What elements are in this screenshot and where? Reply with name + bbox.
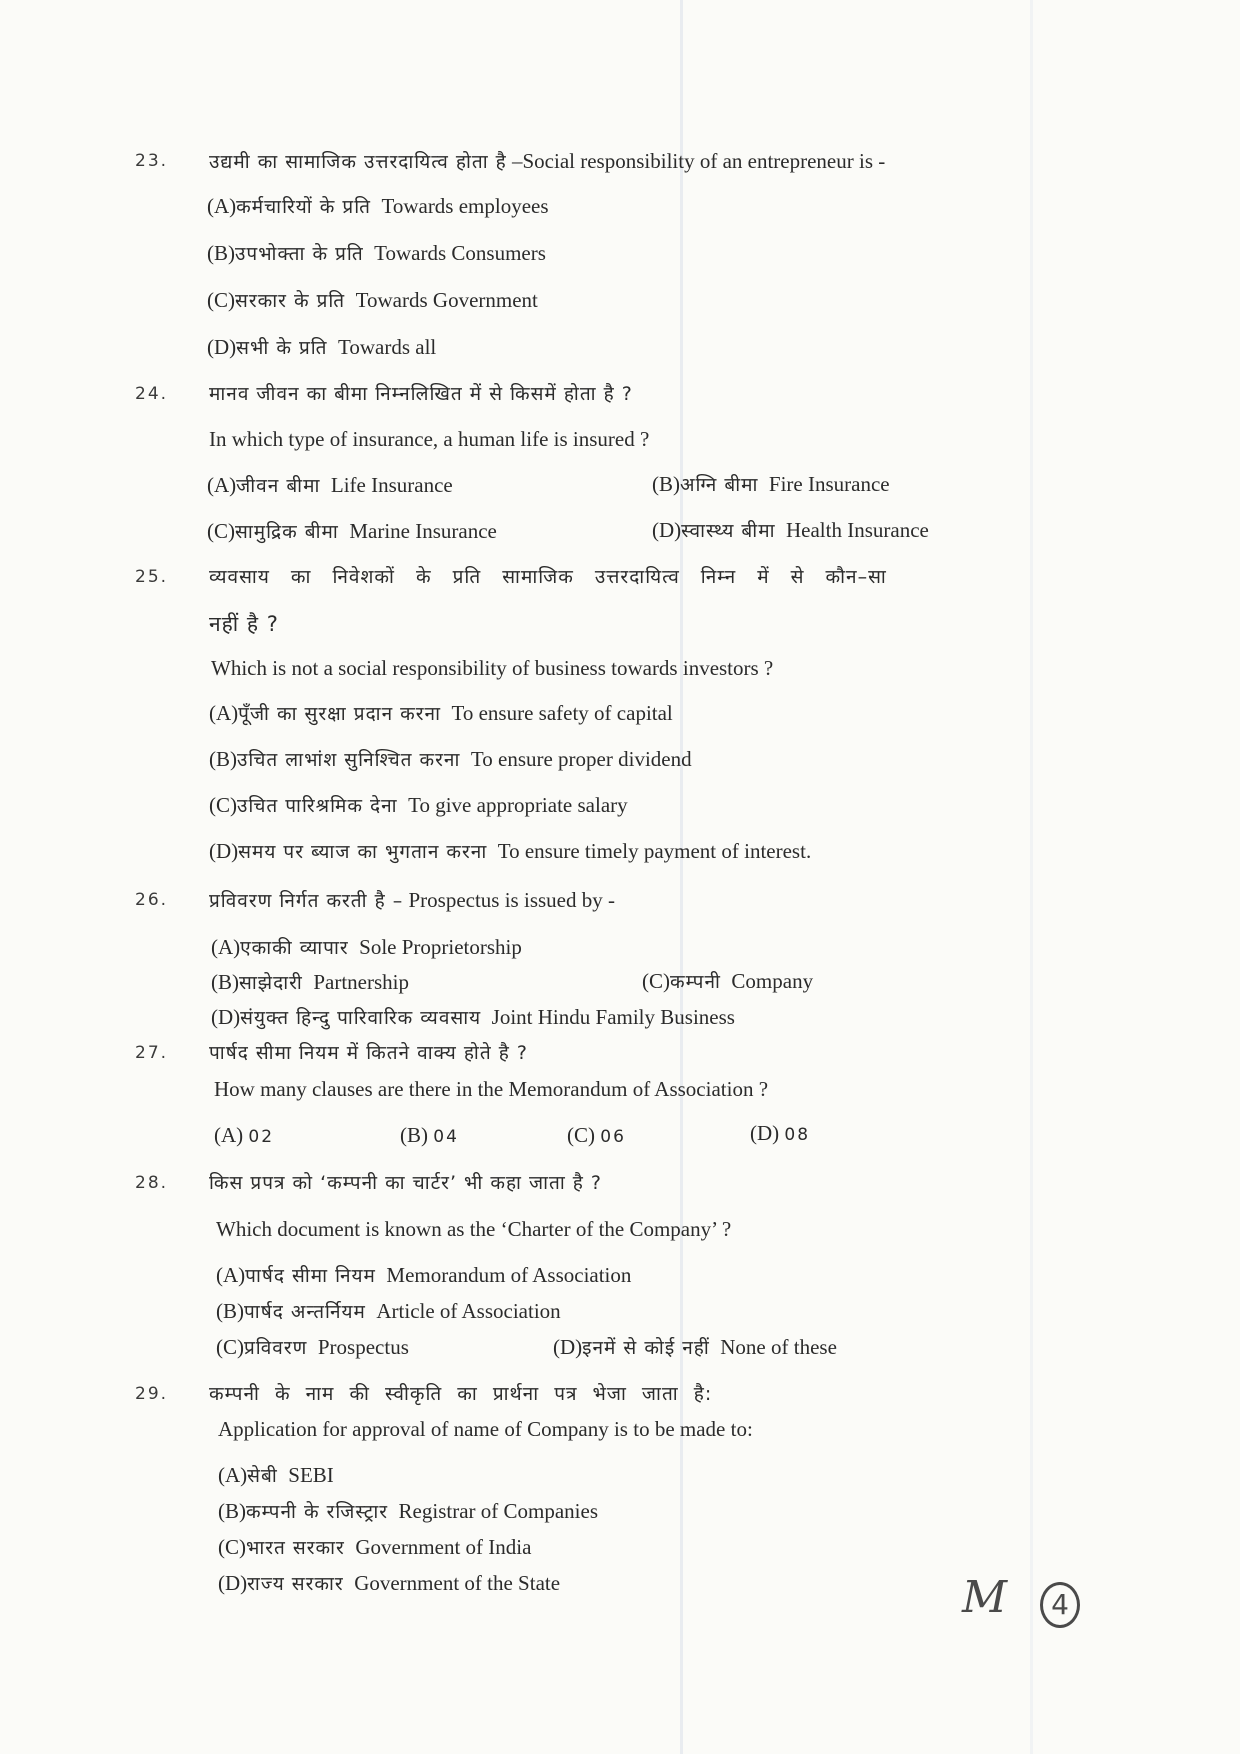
option-b: (B)उपभोक्ता के प्रति Towards Consumers bbox=[207, 241, 546, 265]
question-text-hindi: किस प्रपत्र को ‘कम्पनी का चार्टर’ भी कहा जाता है ? bbox=[209, 1172, 603, 1194]
question-number: 29. bbox=[135, 1384, 169, 1404]
scan-artifact bbox=[680, 0, 683, 1754]
question-text-english: Prospectus is issued by - bbox=[408, 888, 615, 912]
option-a: (A) 02 bbox=[214, 1123, 275, 1147]
question-text-hindi: व्यवसाय का निवेशकों के प्रति सामाजिक उत्तरदायित्व निम्न में से कौन–सा bbox=[209, 566, 887, 588]
question-text-hindi-cont: नहीं है ? bbox=[209, 612, 279, 636]
option-d: (D)समय पर ब्याज का भुगतान करना To ensure timely payment of interest. bbox=[209, 839, 812, 863]
question-text-english: –Social responsibility of an entrepreneur is - bbox=[512, 149, 886, 173]
question-number: 26. bbox=[135, 890, 169, 910]
question-text-english: In which type of insurance, a human life is insured ? bbox=[209, 427, 650, 451]
option-a: (A)जीवन बीमा Life Insurance bbox=[207, 473, 453, 497]
question-number: 23. bbox=[135, 151, 169, 171]
question-text-english: Which document is known as the ‘Charter of the Company’ ? bbox=[216, 1217, 732, 1241]
question-number: 27. bbox=[135, 1043, 169, 1063]
option-a: (A)सेबी SEBI bbox=[218, 1463, 334, 1487]
handwritten-letter: M bbox=[962, 1572, 1008, 1623]
option-d: (D) 08 bbox=[750, 1121, 811, 1145]
question-text-hindi: कम्पनी के नाम की स्वीकृति का प्रार्थना पत्र भेजा जाता है: bbox=[209, 1383, 713, 1405]
option-b: (B)पार्षद अन्तर्नियम Article of Association bbox=[216, 1299, 561, 1323]
option-c: (C)भारत सरकार Government of India bbox=[218, 1535, 532, 1559]
question-text-english: How many clauses are there in the Memorandum of Association ? bbox=[214, 1077, 769, 1101]
scan-artifact bbox=[1030, 0, 1033, 1754]
handwritten-circled-number: 4 bbox=[1040, 1582, 1080, 1628]
option-d: (D)स्वास्थ्य बीमा Health Insurance bbox=[652, 518, 929, 542]
option-b: (B)उचित लाभांश सुनिश्चित करना To ensure proper dividend bbox=[209, 747, 692, 771]
option-c: (C)सामुद्रिक बीमा Marine Insurance bbox=[207, 519, 497, 543]
option-c: (C)उचित पारिश्रमिक देना To give appropriate salary bbox=[209, 793, 628, 817]
option-b: (B)कम्पनी के रजिस्ट्रार Registrar of Companies bbox=[218, 1499, 599, 1523]
option-c: (C)प्रविवरण Prospectus bbox=[216, 1335, 409, 1359]
question-text-hindi: पार्षद सीमा नियम में कितने वाक्य होते है ? bbox=[209, 1042, 528, 1064]
option-c: (C)कम्पनी Company bbox=[642, 969, 814, 993]
question-text-hindi: प्रविवरण निर्गत करती है – bbox=[209, 890, 404, 912]
question-number: 25. bbox=[135, 567, 169, 587]
option-c: (C) 06 bbox=[567, 1123, 626, 1147]
option-d: (D)सभी के प्रति Towards all bbox=[207, 335, 437, 359]
option-c: (C)सरकार के प्रति Towards Government bbox=[207, 288, 538, 312]
option-b: (B)साझेदारी Partnership bbox=[211, 970, 409, 994]
question-text-hindi: मानव जीवन का बीमा निम्नलिखित में से किसमें होता है ? bbox=[209, 383, 633, 405]
question-number: 24. bbox=[135, 384, 169, 404]
question-text-english: Application for approval of name of Company is to be made to: bbox=[218, 1417, 753, 1441]
option-a: (A)पार्षद सीमा नियम Memorandum of Association bbox=[216, 1263, 632, 1287]
option-d: (D)इनमें से कोई नहीं None of these bbox=[553, 1335, 837, 1359]
option-a: (A)कर्मचारियों के प्रति Towards employees bbox=[207, 194, 549, 218]
option-a: (A)पूँजी का सुरक्षा प्रदान करना To ensure safety of capital bbox=[209, 701, 673, 725]
option-b: (B)अग्नि बीमा Fire Insurance bbox=[652, 472, 890, 496]
option-d: (D)राज्य सरकार Government of the State bbox=[218, 1571, 561, 1595]
option-a: (A)एकाकी व्यापार Sole Proprietorship bbox=[211, 935, 522, 959]
question-text-english: Which is not a social responsibility of business towards investors ? bbox=[211, 656, 774, 680]
question-text-hindi: उद्यमी का सामाजिक उत्तरदायित्व होता है bbox=[209, 151, 507, 173]
question-number: 28. bbox=[135, 1173, 169, 1193]
option-d: (D)संयुक्त हिन्दु पारिवारिक व्यवसाय Joint Hindu Family Business bbox=[211, 1005, 735, 1029]
option-b: (B) 04 bbox=[400, 1123, 459, 1147]
